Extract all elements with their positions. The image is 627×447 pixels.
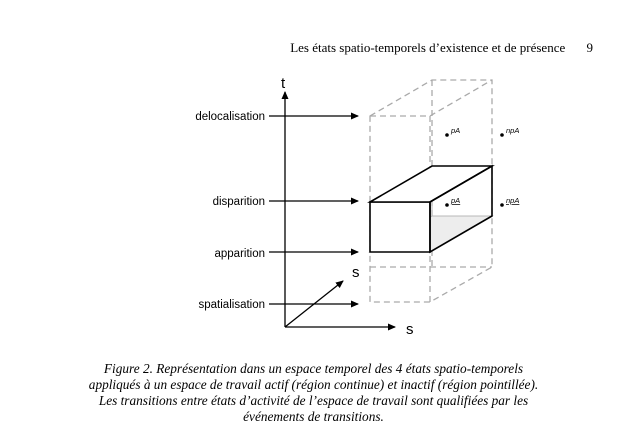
s-axis-horizontal-label: s xyxy=(406,321,414,338)
figure-caption xyxy=(0,361,627,425)
page-number: 9 xyxy=(586,40,593,55)
running-title: Les états spatio-temporels d’existence et de présence xyxy=(290,40,566,55)
s-axis-diagonal-label: s xyxy=(352,264,360,281)
point-label-npa-lower: npA xyxy=(506,196,520,205)
caption-line: appliqués à un espace de travail actif (région continue) et inactif (région pointillée). xyxy=(88,377,539,392)
t-axis-label: t xyxy=(281,75,286,92)
event-label-delocalisation: delocalisation xyxy=(195,111,265,123)
point-label-npa-upper: npA xyxy=(506,126,520,135)
caption-line: Figure 2. Représentation dans un espace temporel des 4 états spatio-temporels xyxy=(103,361,524,376)
point-label-pa-lower: pA xyxy=(451,196,461,205)
caption-line: Les transitions entre états d’activité de l’espace de travail sont qualifiées par les xyxy=(98,393,529,408)
active-region xyxy=(370,166,492,252)
caption-line: événements de transitions. xyxy=(243,409,384,424)
event-arrows xyxy=(269,116,358,304)
event-label-apparition: apparition xyxy=(214,248,265,260)
event-label-disparition: disparition xyxy=(212,196,265,208)
point-label-pa-upper: pA xyxy=(451,126,461,135)
event-label-spatialisation: spatialisation xyxy=(198,299,265,311)
